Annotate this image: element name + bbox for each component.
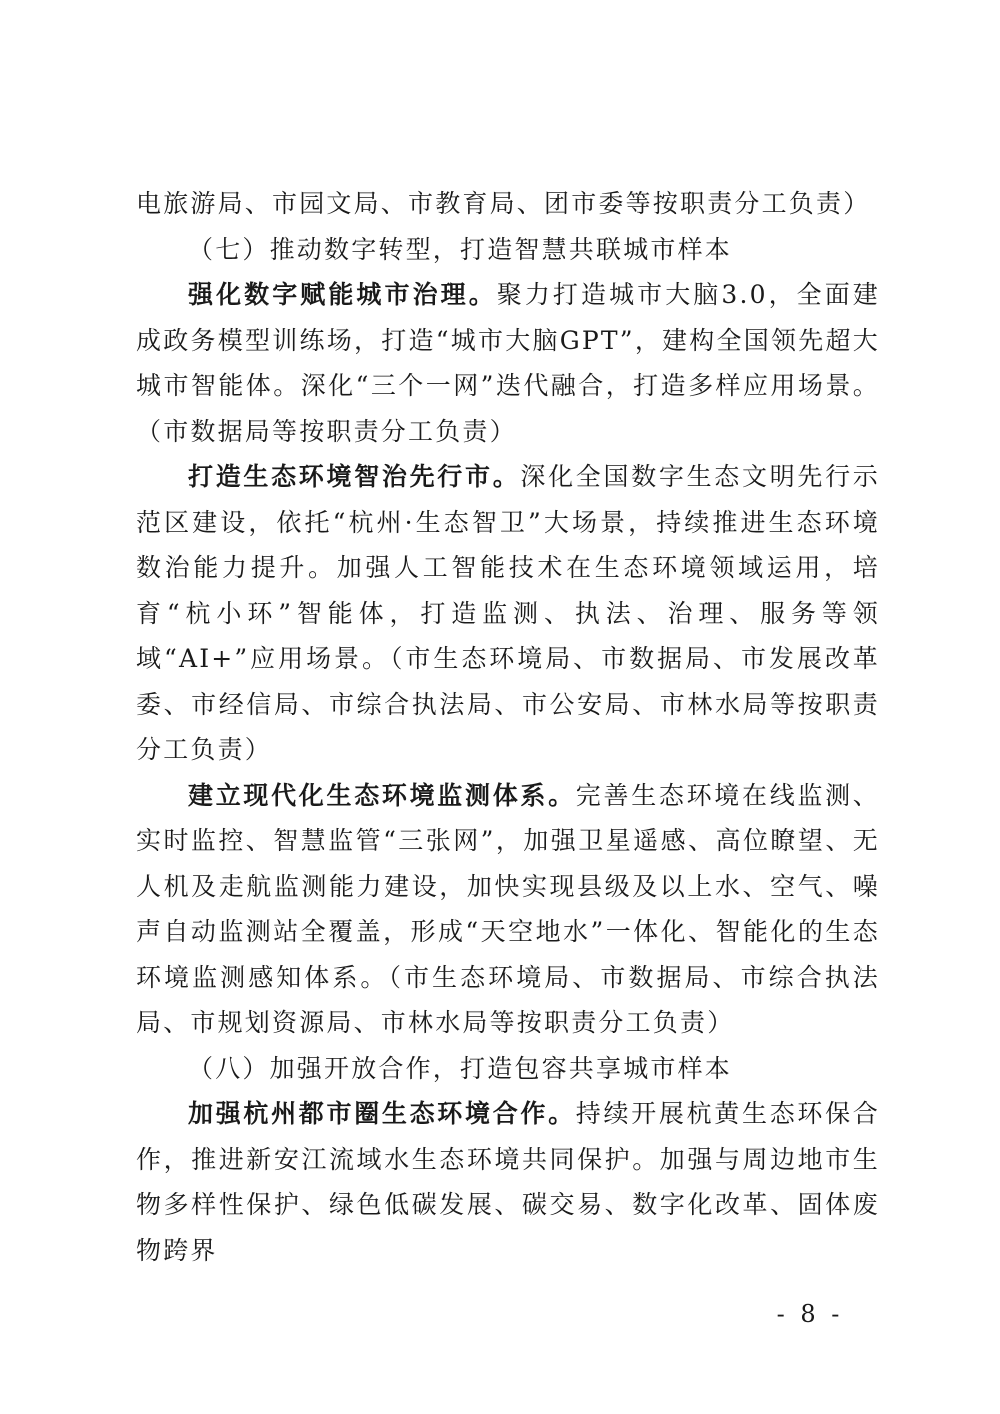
paragraph-metro-cooperation [136,1091,880,1273]
paragraph-continuation [136,181,880,227]
paragraph-monitoring-system [136,773,880,1046]
paragraph-lead: 建立现代化生态环境监测体系。 [188,780,576,810]
page-number: - 8 - [776,1300,844,1328]
section-heading-text: （七）推动数字转型，打造智慧共联城市样本 [188,234,733,264]
section-heading-7 [136,227,880,273]
paragraph-text: 聚力打造城市大脑3.0，全面建成政务模型训练场，打造“城市大脑GPT”，建构全国领先超大城市智能体。深化“三个一网”迭代融合，打造多样应用场景。（市数据局等按职责分工负责） [136,280,880,446]
paragraph-text: 深化全国数字生态文明先行示范区建设，依托“杭州·生态智卫”大场景，持续推进生态环境数治能力提升。加强人工智能技术在生态环境领域运用，培育“杭小环”智能体，打造监测、执法、治理、服务等领域“AI+”应用场景。（市生态环境局、市数据局、市发展改革委、市经信局、市综合执法局、市公安局、市林水局等按职责分工负责） [136,462,880,764]
paragraph-lead: 打造生态环境智治先行市。 [188,462,521,491]
paragraph-text: 持续开展杭黄生态环保合作，推进新安江流域水生态环境共同保护。加强与周边地市生物多样性保护、绿色低碳发展、碳交易、数字化改革、固体废物跨界 [136,1099,880,1265]
paragraph-digital-governance [136,272,880,454]
paragraph-lead: 加强杭州都市圈生态环境合作。 [188,1099,576,1128]
body-text [136,181,880,1273]
paragraph-text: 电旅游局、市园文局、市教育局、团市委等按职责分工负责） [136,189,871,218]
section-heading-8 [136,1046,880,1092]
paragraph-text: 完善生态环境在线监测、实时监控、智慧监管“三张网”，加强卫星遥感、高位瞭望、无人机及走航监测能力建设，加快实现县级及以上水、空气、噪声自动监测站全覆盖，形成“天空地水”一体化、智能化的生态环境监测感知体系。（市生态环境局、市数据局、市综合执法局、市规划资源局、市林水局等按职责分工负责） [136,780,880,1037]
paragraph-lead: 强化数字赋能城市治理。 [188,280,497,309]
section-heading-text: （八）加强开放合作，打造包容共享城市样本 [188,1053,733,1083]
paragraph-smart-ecology [136,454,880,773]
